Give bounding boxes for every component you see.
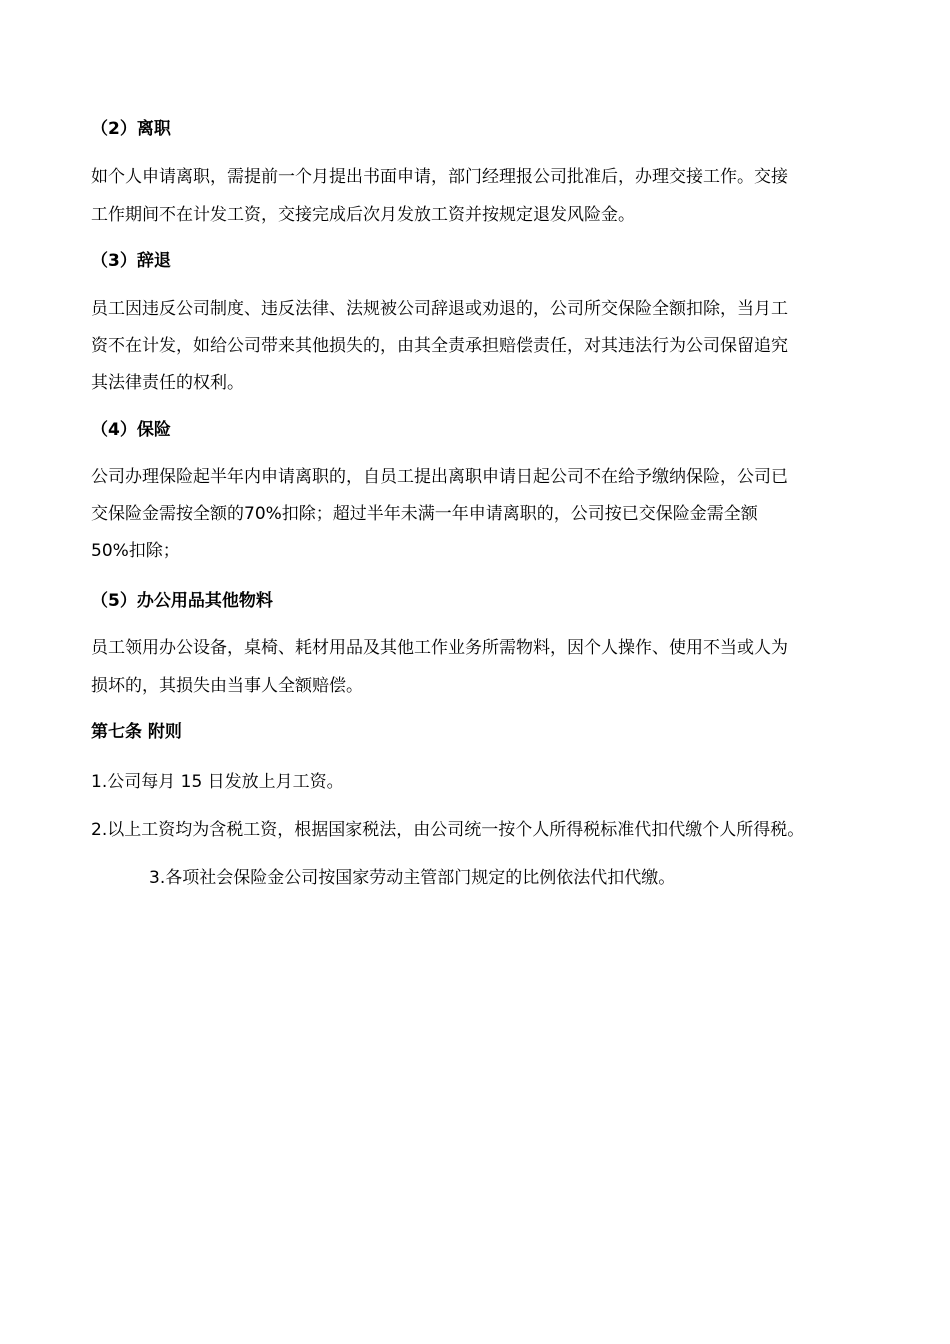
paragraph-line: 工作期间不在计发工资，交接完成后次月发放工资并按规定退发风险金。 (91, 205, 635, 225)
paragraph-line: 其法律责任的权利。 (91, 373, 244, 393)
article-item: 3.各项社会保险金公司按国家劳动主管部门规定的比例依法代扣代缴。 (149, 868, 676, 888)
article-heading: 第七条 附则 (91, 722, 182, 742)
paragraph-line: 员工因违反公司制度、违反法律、法规被公司辞退或劝退的，公司所交保险全额扣除，当月工 (91, 299, 788, 319)
article-item: 2.以上工资均为含税工资，根据国家税法，由公司统一按个人所得税标准代扣代缴个人所得税。 (91, 820, 805, 840)
paragraph-line: 如个人申请离职，需提前一个月提出书面申请，部门经理报公司批准后，办理交接工作。交接 (91, 167, 788, 187)
section-heading-insurance: （4）保险 (91, 420, 171, 440)
section-heading-office-supplies: （5）办公用品其他物料 (91, 591, 273, 611)
paragraph-line: 员工领用办公设备，桌椅、耗材用品及其他工作业务所需物料，因个人操作、使用不当或人为 (91, 638, 788, 658)
paragraph-line: 损坏的，其损失由当事人全额赔偿。 (91, 676, 363, 696)
paragraph-line: 资不在计发，如给公司带来其他损失的，由其全责承担赔偿责任，对其违法行为公司保留追究 (91, 336, 788, 356)
paragraph-line: 公司办理保险起半年内申请离职的，自员工提出离职申请日起公司不在给予缴纳保险，公司已 (91, 467, 788, 487)
article-item: 1.公司每月 15 日发放上月工资。 (91, 772, 344, 792)
paragraph-line: 交保险金需按全额的70%扣除；超过半年未满一年申请离职的，公司按已交保险金需全额 (91, 504, 758, 524)
section-heading-resignation: （2）离职 (91, 119, 171, 139)
section-heading-dismissal: （3）辞退 (91, 251, 171, 271)
paragraph-line: 50%扣除； (91, 541, 180, 561)
